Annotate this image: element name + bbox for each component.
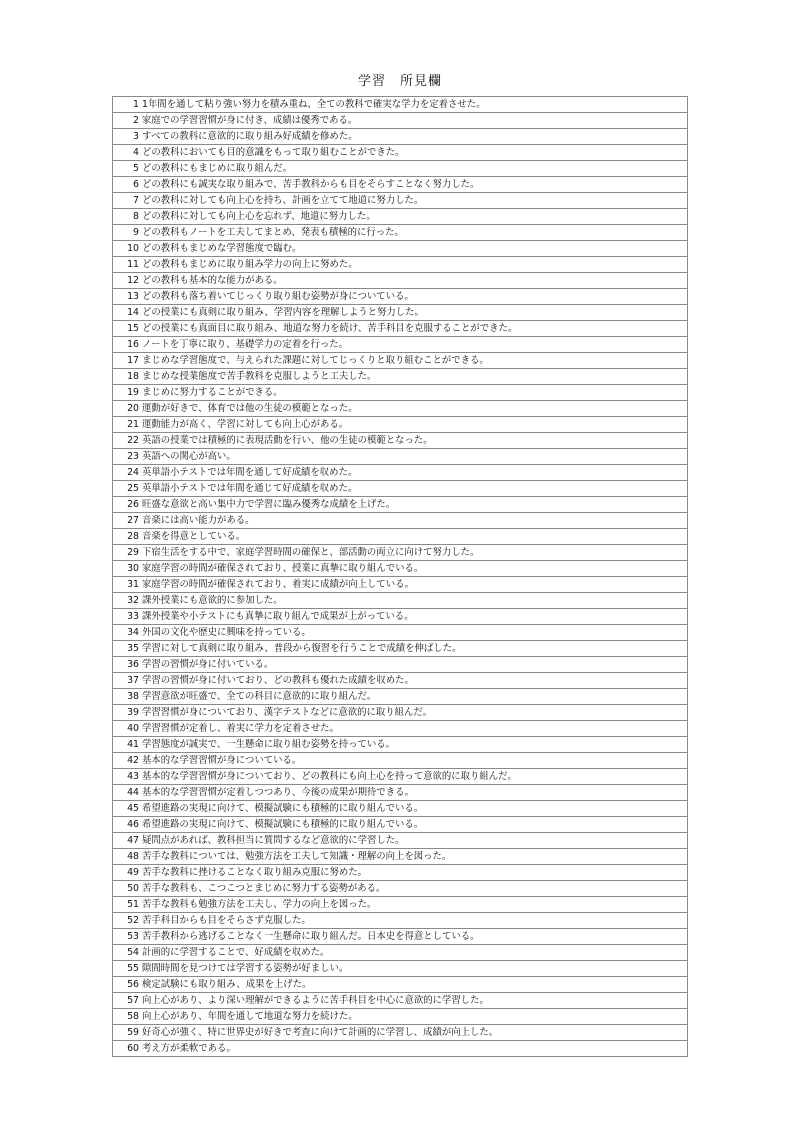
remark-text: 疑問点があれば、教科担当に質問するなど意欲的に学習した。 xyxy=(142,833,688,849)
row-number: 50 xyxy=(113,881,143,897)
table-row xyxy=(113,801,688,817)
table-row xyxy=(113,561,688,577)
row-number: 54 xyxy=(113,945,143,961)
table-row xyxy=(113,721,688,737)
row-number: 41 xyxy=(113,737,143,753)
row-number: 45 xyxy=(113,801,143,817)
table-row xyxy=(113,97,688,113)
row-number: 42 xyxy=(113,753,143,769)
table-row xyxy=(113,881,688,897)
remark-text: どの教科も落ち着いてじっくり取り組む姿勢が身についている。 xyxy=(142,289,688,305)
table-row xyxy=(113,385,688,401)
table-row xyxy=(113,961,688,977)
table-row xyxy=(113,497,688,513)
row-number: 22 xyxy=(113,433,143,449)
row-number: 44 xyxy=(113,785,143,801)
remark-text: 希望進路の実現に向けて、模擬試験にも積極的に取り組んでいる。 xyxy=(142,801,688,817)
row-number: 58 xyxy=(113,1009,143,1025)
row-number: 18 xyxy=(113,369,143,385)
remark-text: どの授業にも真面目に取り組み、地道な努力を続け、苦手科目を克服することができた。 xyxy=(142,321,688,337)
table-row xyxy=(113,641,688,657)
remark-text: 家庭学習の時間が確保されており、着実に成績が向上している。 xyxy=(142,577,688,593)
table-row xyxy=(113,481,688,497)
remark-text: どの教科にもまじめに取り組んだ。 xyxy=(142,161,688,177)
table-row xyxy=(113,545,688,561)
row-number: 28 xyxy=(113,529,143,545)
remark-text: 学習に対して真剣に取り組み、普段から復習を行うことで成績を伸ばした。 xyxy=(142,641,688,657)
row-number: 20 xyxy=(113,401,143,417)
row-number: 46 xyxy=(113,817,143,833)
table-row xyxy=(113,129,688,145)
table-row xyxy=(113,321,688,337)
row-number: 11 xyxy=(113,257,143,273)
table-row xyxy=(113,433,688,449)
remark-text: 検定試験にも取り組み、成果を上げた。 xyxy=(142,977,688,993)
row-number: 3 xyxy=(113,129,143,145)
table-row xyxy=(113,817,688,833)
remark-text: どの教科においても目的意識をもって取り組むことができた。 xyxy=(142,145,688,161)
row-number: 53 xyxy=(113,929,143,945)
row-number: 26 xyxy=(113,497,143,513)
row-number: 39 xyxy=(113,705,143,721)
table-row xyxy=(113,273,688,289)
remark-text: 課外授業にも意欲的に参加した。 xyxy=(142,593,688,609)
row-number: 12 xyxy=(113,273,143,289)
remark-text: どの教科も基本的な能力がある。 xyxy=(142,273,688,289)
table-row xyxy=(113,417,688,433)
table-row xyxy=(113,241,688,257)
row-number: 34 xyxy=(113,625,143,641)
row-number: 5 xyxy=(113,161,143,177)
table-row xyxy=(113,609,688,625)
row-number: 27 xyxy=(113,513,143,529)
table-row xyxy=(113,833,688,849)
row-number: 31 xyxy=(113,577,143,593)
remark-text: どの教科にも誠実な取り組みで、苦手教科からも目をそらすことなく努力した。 xyxy=(142,177,688,193)
table-row xyxy=(113,257,688,273)
row-number: 2 xyxy=(113,113,143,129)
remark-text: 音楽には高い能力がある。 xyxy=(142,513,688,529)
remarks-table-body xyxy=(113,97,688,1057)
remark-text: 苦手な教科に挫けることなく取り組み克服に努めた。 xyxy=(142,865,688,881)
remark-text: 下宿生活をする中で、家庭学習時間の確保と、部活動の両立に向けて努力した。 xyxy=(142,545,688,561)
row-number: 49 xyxy=(113,865,143,881)
remark-text: 運動が好きで、体育では他の生徒の模範となった。 xyxy=(142,401,688,417)
table-row xyxy=(113,225,688,241)
table-row xyxy=(113,593,688,609)
table-row xyxy=(113,785,688,801)
remark-text: 学習の習慣が身に付いており、どの教科も優れた成績を収めた。 xyxy=(142,673,688,689)
remark-text: 家庭での学習習慣が身に付き、成績は優秀である。 xyxy=(142,113,688,129)
remark-text: 学習の習慣が身に付いている。 xyxy=(142,657,688,673)
table-row xyxy=(113,113,688,129)
row-number: 4 xyxy=(113,145,143,161)
remark-text: 学習態度が誠実で、一生懸命に取り組む姿勢を持っている。 xyxy=(142,737,688,753)
remark-text: 英単語小テストでは年間を通じて好成績を収めた。 xyxy=(142,481,688,497)
remarks-table xyxy=(112,96,688,1057)
table-row xyxy=(113,161,688,177)
table-row xyxy=(113,753,688,769)
remark-text: 向上心があり、年間を通して地道な努力を続けた。 xyxy=(142,1009,688,1025)
table-row xyxy=(113,529,688,545)
remark-text: 家庭学習の時間が確保されており、授業に真摯に取り組んでいる。 xyxy=(142,561,688,577)
remark-text: 英単語小テストでは年間を通して好成績を収めた。 xyxy=(142,465,688,481)
remark-text: 苦手な教科も勉強方法を工夫し、学力の向上を図った。 xyxy=(142,897,688,913)
remark-text: 音楽を得意としている。 xyxy=(142,529,688,545)
row-number: 57 xyxy=(113,993,143,1009)
table-row xyxy=(113,913,688,929)
row-number: 47 xyxy=(113,833,143,849)
row-number: 8 xyxy=(113,209,143,225)
table-row xyxy=(113,1025,688,1041)
table-row xyxy=(113,369,688,385)
remark-text: どの教科もまじめな学習態度で臨む。 xyxy=(142,241,688,257)
remark-text: すべての教科に意欲的に取り組み好成績を修めた。 xyxy=(142,129,688,145)
table-row xyxy=(113,849,688,865)
remark-text: 考え方が柔軟である。 xyxy=(142,1041,688,1057)
row-number: 55 xyxy=(113,961,143,977)
row-number: 1 xyxy=(113,97,143,113)
table-row xyxy=(113,353,688,369)
row-number: 25 xyxy=(113,481,143,497)
row-number: 37 xyxy=(113,673,143,689)
row-number: 43 xyxy=(113,769,143,785)
remark-text: 課外授業や小テストにも真摯に取り組んで成果が上がっている。 xyxy=(142,609,688,625)
table-row xyxy=(113,577,688,593)
row-number: 40 xyxy=(113,721,143,737)
remark-text: どの授業にも真剣に取り組み、学習内容を理解しようと努力した。 xyxy=(142,305,688,321)
table-row xyxy=(113,945,688,961)
table-row xyxy=(113,673,688,689)
table-row xyxy=(113,1041,688,1057)
remark-text: 苦手な教科も、こつこつとまじめに努力する姿勢がある。 xyxy=(142,881,688,897)
table-row xyxy=(113,305,688,321)
remark-text: 苦手な教科については、勉強方法を工夫して知識・理解の向上を図った。 xyxy=(142,849,688,865)
remark-text: 向上心があり、より深い理解ができるように苦手科目を中心に意欲的に学習した。 xyxy=(142,993,688,1009)
remark-text: どの教科に対しても向上心を忘れず、地道に努力した。 xyxy=(142,209,688,225)
remark-text: 計画的に学習することで、好成績を収めた。 xyxy=(142,945,688,961)
row-number: 35 xyxy=(113,641,143,657)
row-number: 30 xyxy=(113,561,143,577)
row-number: 60 xyxy=(113,1041,143,1057)
remark-text: 旺盛な意欲と高い集中力で学習に臨み優秀な成績を上げた。 xyxy=(142,497,688,513)
remark-text: まじめな学習態度で、与えられた課題に対してじっくりと取り組むことができる。 xyxy=(142,353,688,369)
row-number: 19 xyxy=(113,385,143,401)
remark-text: 基本的な学習習慣が身についている。 xyxy=(142,753,688,769)
row-number: 14 xyxy=(113,305,143,321)
table-row xyxy=(113,865,688,881)
row-number: 56 xyxy=(113,977,143,993)
row-number: 38 xyxy=(113,689,143,705)
row-number: 10 xyxy=(113,241,143,257)
remark-text: 運動能力が高く、学習に対しても向上心がある。 xyxy=(142,417,688,433)
table-row xyxy=(113,289,688,305)
remark-text: どの教科に対しても向上心を持ち、計画を立てて地道に努力した。 xyxy=(142,193,688,209)
row-number: 36 xyxy=(113,657,143,673)
table-row xyxy=(113,449,688,465)
row-number: 29 xyxy=(113,545,143,561)
table-row xyxy=(113,177,688,193)
remark-text: 英語への関心が高い。 xyxy=(142,449,688,465)
remark-text: 希望進路の実現に向けて、模擬試験にも積極的に取り組んでいる。 xyxy=(142,817,688,833)
remark-text: 好奇心が強く、特に世界史が好きで考査に向けて計画的に学習し、成績が向上した。 xyxy=(142,1025,688,1041)
remark-text: 苦手教科から逃げることなく一生懸命に取り組んだ。日本史を得意としている。 xyxy=(142,929,688,945)
table-row xyxy=(113,737,688,753)
table-row xyxy=(113,193,688,209)
row-number: 16 xyxy=(113,337,143,353)
remark-text: まじめな授業態度で苦手教科を克服しようと工夫した。 xyxy=(142,369,688,385)
row-number: 24 xyxy=(113,465,143,481)
table-row xyxy=(113,465,688,481)
row-number: 51 xyxy=(113,897,143,913)
row-number: 48 xyxy=(113,849,143,865)
table-row xyxy=(113,1009,688,1025)
remark-text: どの教科もまじめに取り組み学力の向上に努めた。 xyxy=(142,257,688,273)
remark-text: 英語の授業では積極的に表現活動を行い、他の生徒の模範となった。 xyxy=(142,433,688,449)
remark-text: 1年間を通して粘り強い努力を積み重ね、全ての教科で確実な学力を定着させた。 xyxy=(142,97,688,113)
row-number: 23 xyxy=(113,449,143,465)
table-row xyxy=(113,769,688,785)
table-row xyxy=(113,705,688,721)
table-row xyxy=(113,977,688,993)
remark-text: 学習習慣が定着し、着実に学力を定着させた。 xyxy=(142,721,688,737)
row-number: 33 xyxy=(113,609,143,625)
table-row xyxy=(113,929,688,945)
row-number: 17 xyxy=(113,353,143,369)
table-row xyxy=(113,657,688,673)
row-number: 59 xyxy=(113,1025,143,1041)
row-number: 21 xyxy=(113,417,143,433)
row-number: 32 xyxy=(113,593,143,609)
table-row xyxy=(113,513,688,529)
remark-text: 苦手科目からも目をそらさず克服した。 xyxy=(142,913,688,929)
remark-text: 外国の文化や歴史に興味を持っている。 xyxy=(142,625,688,641)
remark-text: ノートを丁寧に取り、基礎学力の定着を行った。 xyxy=(142,337,688,353)
remark-text: 基本的な学習習慣が定着しつつあり、今後の成果が期待できる。 xyxy=(142,785,688,801)
row-number: 15 xyxy=(113,321,143,337)
table-row xyxy=(113,897,688,913)
row-number: 13 xyxy=(113,289,143,305)
row-number: 9 xyxy=(113,225,143,241)
row-number: 52 xyxy=(113,913,143,929)
remark-text: 学習意欲が旺盛で、全ての科目に意欲的に取り組んだ。 xyxy=(142,689,688,705)
table-row xyxy=(113,337,688,353)
remark-text: 学習習慣が身についており、漢字テストなどに意欲的に取り組んだ。 xyxy=(142,705,688,721)
table-row xyxy=(113,993,688,1009)
remark-text: 基本的な学習習慣が身についており、どの教科にも向上心を持って意欲的に取り組んだ。 xyxy=(142,769,688,785)
table-row xyxy=(113,625,688,641)
remark-text: どの教科もノートを工夫してまとめ、発表も積極的に行った。 xyxy=(142,225,688,241)
table-row xyxy=(113,689,688,705)
row-number: 7 xyxy=(113,193,143,209)
table-row xyxy=(113,209,688,225)
page-title: 学習 所見欄 xyxy=(357,74,442,89)
remark-text: まじめに努力することができる。 xyxy=(142,385,688,401)
remark-text: 隙間時間を見つけては学習する姿勢が好ましい。 xyxy=(142,961,688,977)
row-number: 6 xyxy=(113,177,143,193)
table-row xyxy=(113,145,688,161)
table-row xyxy=(113,401,688,417)
